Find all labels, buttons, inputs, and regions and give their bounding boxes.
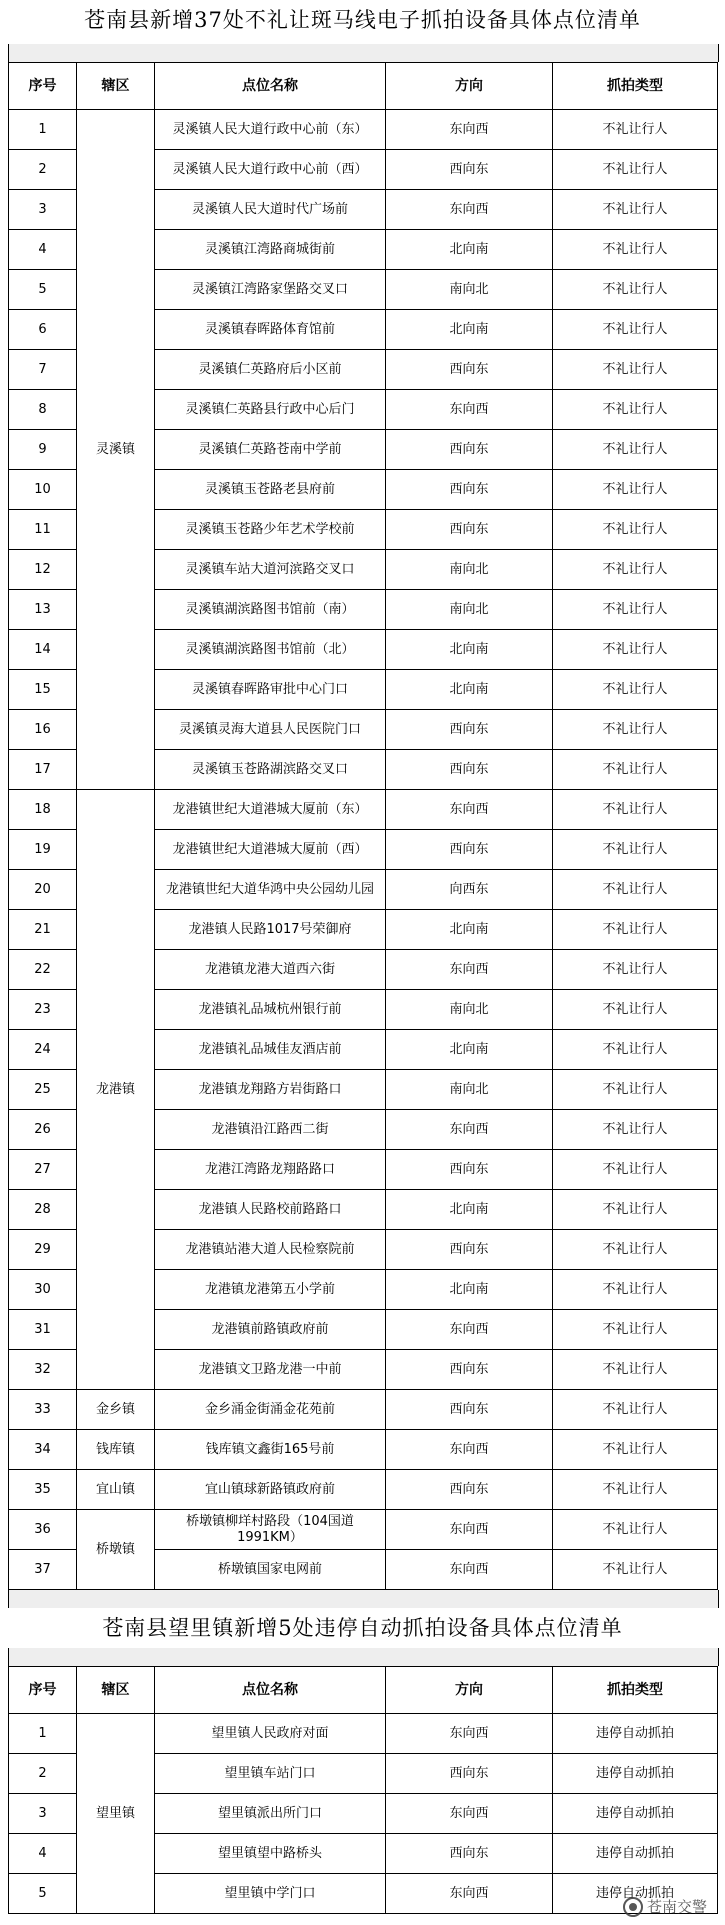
- location-cell: 灵溪镇玉苍路湖滨路交叉口: [155, 750, 386, 790]
- row-number: 16: [9, 710, 77, 750]
- row-number: 2: [9, 1754, 77, 1794]
- location-cell: 龙港镇前路镇政府前: [155, 1310, 386, 1350]
- capture-type-cell: 不礼让行人: [553, 1150, 718, 1190]
- row-number: 10: [9, 470, 77, 510]
- direction-cell: 东向西: [386, 1714, 553, 1754]
- location-cell: 龙港镇龙港大道西六街: [155, 950, 386, 990]
- capture-type-cell: 不礼让行人: [553, 590, 718, 630]
- direction-cell: 西向东: [386, 1150, 553, 1190]
- section-title: 苍南县望里镇新增5处违停自动抓拍设备具体点位清单: [102, 1616, 623, 1640]
- table-header-row: [9, 1667, 718, 1714]
- direction-cell: 南向北: [386, 1070, 553, 1110]
- header-capture-type: 抓拍类型: [553, 63, 718, 110]
- row-number: 4: [9, 1834, 77, 1874]
- capture-type-cell: 不礼让行人: [553, 190, 718, 230]
- page-title: 苍南县新增37处不礼让斑马线电子抓拍设备具体点位清单: [84, 8, 641, 32]
- direction-cell: 北向南: [386, 1190, 553, 1230]
- capture-type-cell: 不礼让行人: [553, 470, 718, 510]
- capture-type-cell: 不礼让行人: [553, 550, 718, 590]
- district-cell: 金乡镇: [77, 1390, 155, 1430]
- direction-cell: 东向西: [386, 1550, 553, 1590]
- direction-cell: 南向北: [386, 590, 553, 630]
- location-cell: 灵溪镇仁英路府后小区前: [155, 350, 386, 390]
- capture-type-cell: 不礼让行人: [553, 670, 718, 710]
- location-cell: 龙港镇龙港第五小学前: [155, 1270, 386, 1310]
- capture-type-cell: 违停自动抓拍: [553, 1834, 718, 1874]
- capture-type-cell: 不礼让行人: [553, 150, 718, 190]
- direction-cell: 东向西: [386, 390, 553, 430]
- direction-cell: 东向西: [386, 110, 553, 150]
- watermark-text: 苍南交警: [646, 1898, 707, 1916]
- capture-type-cell: 不礼让行人: [553, 950, 718, 990]
- row-number: 27: [9, 1150, 77, 1190]
- row-number: 34: [9, 1430, 77, 1470]
- location-cell: 望里镇望中路桥头: [155, 1834, 386, 1874]
- header-location: 点位名称: [155, 63, 386, 110]
- row-number: 24: [9, 1030, 77, 1070]
- row-number: 3: [9, 190, 77, 230]
- capture-type-cell: 违停自动抓拍: [553, 1794, 718, 1834]
- location-cell: 灵溪镇春晖路体育馆前: [155, 310, 386, 350]
- table-body: [9, 110, 718, 1590]
- capture-type-cell: 不礼让行人: [553, 1470, 718, 1510]
- table-row: [9, 1470, 718, 1510]
- direction-cell: 西向东: [386, 1834, 553, 1874]
- location-cell: 灵溪镇江湾路商城街前: [155, 230, 386, 270]
- location-cell: 桥墩镇柳垟村路段（104国道1991KM）: [155, 1510, 386, 1550]
- capture-type-cell: 不礼让行人: [553, 750, 718, 790]
- row-number: 18: [9, 790, 77, 830]
- capture-type-cell: 不礼让行人: [553, 1350, 718, 1390]
- row-number: 31: [9, 1310, 77, 1350]
- district-cell: 桥墩镇: [77, 1510, 155, 1590]
- row-number: 2: [9, 150, 77, 190]
- table-header-row: [9, 63, 718, 110]
- row-number: 5: [9, 270, 77, 310]
- account-logo-icon: [623, 1897, 643, 1917]
- direction-cell: 南向北: [386, 550, 553, 590]
- row-number: 28: [9, 1190, 77, 1230]
- capture-type-cell: 不礼让行人: [553, 350, 718, 390]
- location-cell: 桥墩镇国家电网前: [155, 1550, 386, 1590]
- direction-cell: 西向东: [386, 470, 553, 510]
- row-number: 14: [9, 630, 77, 670]
- location-cell: 龙港镇龙翔路方岩街路口: [155, 1070, 386, 1110]
- row-number: 29: [9, 1230, 77, 1270]
- location-cell: 望里镇人民政府对面: [155, 1714, 386, 1754]
- capture-type-cell: 不礼让行人: [553, 1190, 718, 1230]
- row-number: 33: [9, 1390, 77, 1430]
- capture-type-cell: 不礼让行人: [553, 1230, 718, 1270]
- capture-type-cell: 不礼让行人: [553, 710, 718, 750]
- location-cell: 龙港镇沿江路西二街: [155, 1110, 386, 1150]
- header-direction: 方向: [386, 63, 553, 110]
- direction-cell: 东向西: [386, 1110, 553, 1150]
- direction-cell: 东向西: [386, 190, 553, 230]
- capture-type-cell: 不礼让行人: [553, 310, 718, 350]
- capture-type-cell: 不礼让行人: [553, 1030, 718, 1070]
- table-row: [9, 790, 718, 830]
- capture-type-cell: 不礼让行人: [553, 910, 718, 950]
- row-number: 4: [9, 230, 77, 270]
- capture-type-cell: 不礼让行人: [553, 1510, 718, 1550]
- direction-cell: 西向东: [386, 710, 553, 750]
- row-number: 11: [9, 510, 77, 550]
- row-number: 22: [9, 950, 77, 990]
- capture-type-cell: 不礼让行人: [553, 1430, 718, 1470]
- direction-cell: 西向东: [386, 150, 553, 190]
- district-cell: 灵溪镇: [77, 110, 155, 790]
- location-cell: 龙港镇礼品城佳友酒店前: [155, 1030, 386, 1070]
- direction-cell: 西向东: [386, 1754, 553, 1794]
- direction-cell: 东向西: [386, 950, 553, 990]
- capture-type-cell: 违停自动抓拍: [553, 1874, 718, 1914]
- row-number: 15: [9, 670, 77, 710]
- capture-type-cell: 不礼让行人: [553, 630, 718, 670]
- row-number: 37: [9, 1550, 77, 1590]
- direction-cell: 东向西: [386, 1874, 553, 1914]
- capture-type-cell: 不礼让行人: [553, 1110, 718, 1150]
- table-row: [9, 1430, 718, 1470]
- location-cell: 望里镇中学门口: [155, 1874, 386, 1914]
- capture-type-cell: 不礼让行人: [553, 1310, 718, 1350]
- header-seq: 序号: [9, 1667, 77, 1714]
- direction-cell: 西向东: [386, 430, 553, 470]
- location-cell: 灵溪镇江湾路家堡路交叉口: [155, 270, 386, 310]
- capture-type-cell: 不礼让行人: [553, 1070, 718, 1110]
- direction-cell: 南向北: [386, 990, 553, 1030]
- direction-cell: 东向西: [386, 1510, 553, 1550]
- table-row: [9, 1390, 718, 1430]
- header-direction: 方向: [386, 1667, 553, 1714]
- capture-type-cell: 不礼让行人: [553, 830, 718, 870]
- header-district: 辖区: [77, 63, 155, 110]
- row-number: 20: [9, 870, 77, 910]
- row-number: 35: [9, 1470, 77, 1510]
- location-cell: 宜山镇球新路镇政府前: [155, 1470, 386, 1510]
- table-row: [9, 110, 718, 150]
- header-location: 点位名称: [155, 1667, 386, 1714]
- direction-cell: 西向东: [386, 1350, 553, 1390]
- row-number: 3: [9, 1794, 77, 1834]
- direction-cell: 西向东: [386, 830, 553, 870]
- row-number: 19: [9, 830, 77, 870]
- direction-cell: 北向南: [386, 1270, 553, 1310]
- row-number: 26: [9, 1110, 77, 1150]
- direction-cell: 南向北: [386, 270, 553, 310]
- location-cell: 望里镇车站门口: [155, 1754, 386, 1794]
- capture-type-cell: 不礼让行人: [553, 390, 718, 430]
- location-cell: 龙港江湾路龙翔路路口: [155, 1150, 386, 1190]
- location-cell: 灵溪镇仁英路苍南中学前: [155, 430, 386, 470]
- row-number: 13: [9, 590, 77, 630]
- location-cell: 灵溪镇春晖路审批中心门口: [155, 670, 386, 710]
- direction-cell: 北向南: [386, 230, 553, 270]
- location-cell: 灵溪镇灵海大道县人民医院门口: [155, 710, 386, 750]
- direction-cell: 北向南: [386, 1030, 553, 1070]
- row-number: 1: [9, 110, 77, 150]
- location-cell: 灵溪镇湖滨路图书馆前（南）: [155, 590, 386, 630]
- capture-type-cell: 违停自动抓拍: [553, 1714, 718, 1754]
- location-cell: 龙港镇礼品城杭州银行前: [155, 990, 386, 1030]
- location-cell: 金乡涌金街涌金花苑前: [155, 1390, 386, 1430]
- direction-cell: 东向西: [386, 1310, 553, 1350]
- watermark: [623, 1896, 707, 1917]
- row-number: 32: [9, 1350, 77, 1390]
- header-seq: 序号: [9, 63, 77, 110]
- capture-type-cell: 不礼让行人: [553, 790, 718, 830]
- district-cell: 钱库镇: [77, 1430, 155, 1470]
- parking-camera-table: [8, 1666, 718, 1914]
- capture-type-cell: 不礼让行人: [553, 270, 718, 310]
- location-cell: 龙港镇文卫路龙港一中前: [155, 1350, 386, 1390]
- direction-cell: 东向西: [386, 1794, 553, 1834]
- capture-type-cell: 不礼让行人: [553, 230, 718, 270]
- location-cell: 灵溪镇仁英路县行政中心后门: [155, 390, 386, 430]
- row-number: 36: [9, 1510, 77, 1550]
- table-header-gap: [8, 1648, 719, 1666]
- direction-cell: 西向东: [386, 350, 553, 390]
- row-number: 23: [9, 990, 77, 1030]
- capture-type-cell: 不礼让行人: [553, 1270, 718, 1310]
- location-cell: 龙港镇站港大道人民检察院前: [155, 1230, 386, 1270]
- direction-cell: 西向东: [386, 1230, 553, 1270]
- capture-type-cell: 不礼让行人: [553, 990, 718, 1030]
- direction-cell: 北向南: [386, 670, 553, 710]
- direction-cell: 北向南: [386, 910, 553, 950]
- crosswalk-camera-table: [8, 62, 718, 1590]
- direction-cell: 东向西: [386, 790, 553, 830]
- row-number: 8: [9, 390, 77, 430]
- location-cell: 灵溪镇人民大道时代广场前: [155, 190, 386, 230]
- row-number: 12: [9, 550, 77, 590]
- capture-type-cell: 不礼让行人: [553, 510, 718, 550]
- location-cell: 灵溪镇人民大道行政中心前（东）: [155, 110, 386, 150]
- row-number: 17: [9, 750, 77, 790]
- location-cell: 灵溪镇湖滨路图书馆前（北）: [155, 630, 386, 670]
- direction-cell: 西向东: [386, 1470, 553, 1510]
- row-number: 9: [9, 430, 77, 470]
- header-capture-type: 抓拍类型: [553, 1667, 718, 1714]
- row-number: 1: [9, 1714, 77, 1754]
- direction-cell: 向西东: [386, 870, 553, 910]
- location-cell: 灵溪镇人民大道行政中心前（西）: [155, 150, 386, 190]
- location-cell: 龙港镇人民路1017号荣御府: [155, 910, 386, 950]
- district-cell: 宜山镇: [77, 1470, 155, 1510]
- direction-cell: 东向西: [386, 1430, 553, 1470]
- capture-type-cell: 不礼让行人: [553, 1390, 718, 1430]
- capture-type-cell: 不礼让行人: [553, 430, 718, 470]
- table-row: [9, 1510, 718, 1550]
- location-cell: 龙港镇世纪大道港城大厦前（东）: [155, 790, 386, 830]
- location-cell: 龙港镇世纪大道华鸿中央公园幼儿园: [155, 870, 386, 910]
- direction-cell: 北向南: [386, 310, 553, 350]
- row-number: 6: [9, 310, 77, 350]
- table-header-gap: [8, 44, 719, 62]
- location-cell: 灵溪镇玉苍路老县府前: [155, 470, 386, 510]
- capture-type-cell: 不礼让行人: [553, 110, 718, 150]
- header-district: 辖区: [77, 1667, 155, 1714]
- direction-cell: 西向东: [386, 750, 553, 790]
- district-cell: 望里镇: [77, 1714, 155, 1914]
- location-cell: 望里镇派出所门口: [155, 1794, 386, 1834]
- direction-cell: 西向东: [386, 510, 553, 550]
- location-cell: 灵溪镇玉苍路少年艺术学校前: [155, 510, 386, 550]
- capture-type-cell: 违停自动抓拍: [553, 1754, 718, 1794]
- row-number: 5: [9, 1874, 77, 1914]
- row-number: 7: [9, 350, 77, 390]
- table-body: [9, 1714, 718, 1914]
- row-number: 25: [9, 1070, 77, 1110]
- table-row: [9, 1714, 718, 1754]
- capture-type-cell: 不礼让行人: [553, 870, 718, 910]
- direction-cell: 北向南: [386, 630, 553, 670]
- row-number: 21: [9, 910, 77, 950]
- row-number: 30: [9, 1270, 77, 1310]
- section-gap: [8, 1590, 719, 1608]
- location-cell: 龙港镇人民路校前路路口: [155, 1190, 386, 1230]
- district-cell: 龙港镇: [77, 790, 155, 1390]
- location-cell: 钱库镇文鑫街165号前: [155, 1430, 386, 1470]
- location-cell: 龙港镇世纪大道港城大厦前（西）: [155, 830, 386, 870]
- direction-cell: 西向东: [386, 1390, 553, 1430]
- location-cell: 灵溪镇车站大道河滨路交叉口: [155, 550, 386, 590]
- capture-type-cell: 不礼让行人: [553, 1550, 718, 1590]
